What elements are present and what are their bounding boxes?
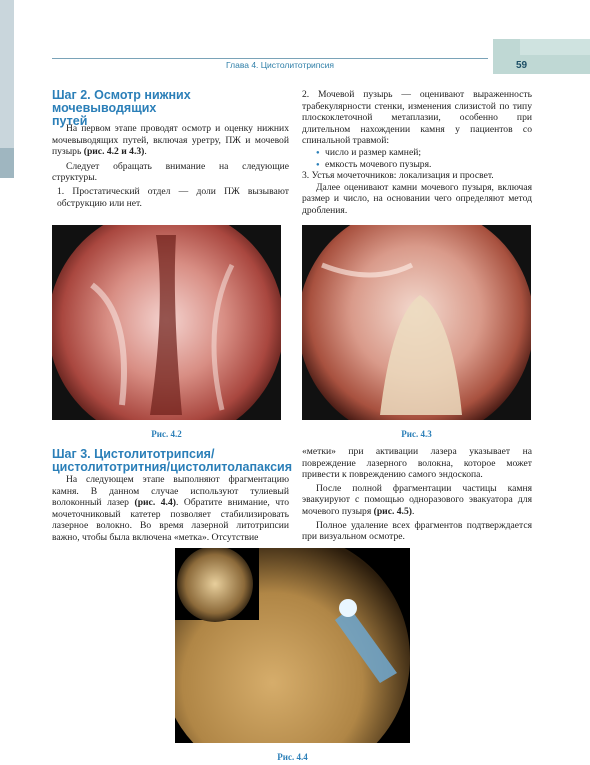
list-item: 1. Простатический отдел — доли ПЖ вызывают обструкцию или нет.: [57, 185, 289, 209]
step3-left-body: [52, 474, 289, 544]
list-item: 3. Устья мочеточников: локализация и просвет.: [302, 170, 494, 182]
list-item: ● емкость мочевого пузыря.: [316, 159, 532, 171]
list-item: ● число и размер камней;: [316, 147, 532, 159]
step2-body: [52, 123, 289, 209]
step3-heading: Шаг 3. Цистолитотрипсия/ цистолитотритния/цистолитолапаксия: [52, 447, 292, 474]
side-decor-strip-accent: [0, 148, 14, 178]
endoscopy-photo: [52, 225, 281, 420]
header-rule: [52, 58, 488, 59]
figure-4-3-caption: Рис. 4.3: [401, 429, 432, 439]
paragraph: Далее оценивают камни мочевого пузыря, включая размер и число, на основании чего определяют метод дробления.: [302, 181, 532, 216]
paragraph: На первом этапе проводят осмотр и оценку нижних мочевыводящих путей, включая уретру, ПЖ и мочевой пузырь (рис. 4.2 и 4.3).: [52, 123, 289, 158]
chapter-title: Глава 4. Цистолитотрипсия: [226, 60, 335, 70]
page-number: 59: [516, 60, 528, 71]
paragraph: На следующем этапе выполняют фрагментацию камня. В данном случае используют тулиевый волоконный лазер (рис. 4.4). Обратите внимание, что мочеточниковый катетер позволяет стабилизировать лазерное волокно. Во время лазерной литотрипсии важно, чтобы была включена «метка». Отсутствие: [52, 474, 289, 543]
step3-right-body: [302, 446, 532, 543]
step2-right-column: [302, 89, 532, 217]
figure-4-4-caption: Рис. 4.4: [277, 752, 308, 762]
figure-4-2-image: [52, 225, 281, 420]
figure-4-3-image: [302, 225, 531, 420]
figure-4-4-image: [175, 548, 410, 743]
paragraph: После полной фрагментации частицы камня эвакуируют с помощью одноразового эвакуатора для мочевого пузыря (рис. 4.5).: [302, 482, 532, 517]
figure-4-2-caption: Рис. 4.2: [151, 429, 182, 439]
paragraph: Следует обращать внимание на следующие структуры.: [52, 160, 289, 184]
side-decor-strip: [0, 0, 14, 148]
endoscopy-photo: [302, 225, 531, 420]
step2-heading: Шаг 2. Осмотр нижних мочевыводящих путей: [52, 88, 191, 128]
paragraph: Полное удаление всех фрагментов подтверждается при визуальном осмотре.: [302, 519, 532, 543]
laser-lithotripsy-photo: [175, 548, 410, 743]
bullet-list: [302, 147, 532, 170]
page-number-box-accent: [520, 39, 590, 55]
list-item: 2. Мочевой пузырь — оценивают выраженность трабекулярности стенки, изменения слизистой по типу плоскоклеточной метаплазии, особенно при длительном нахождении камня у пациентов со спинальной травмой:: [302, 89, 532, 147]
paragraph: «метки» при активации лазера указывает на повреждение лазерного волокна, которое может привести к повреждению самого эндоскопа.: [302, 446, 532, 481]
